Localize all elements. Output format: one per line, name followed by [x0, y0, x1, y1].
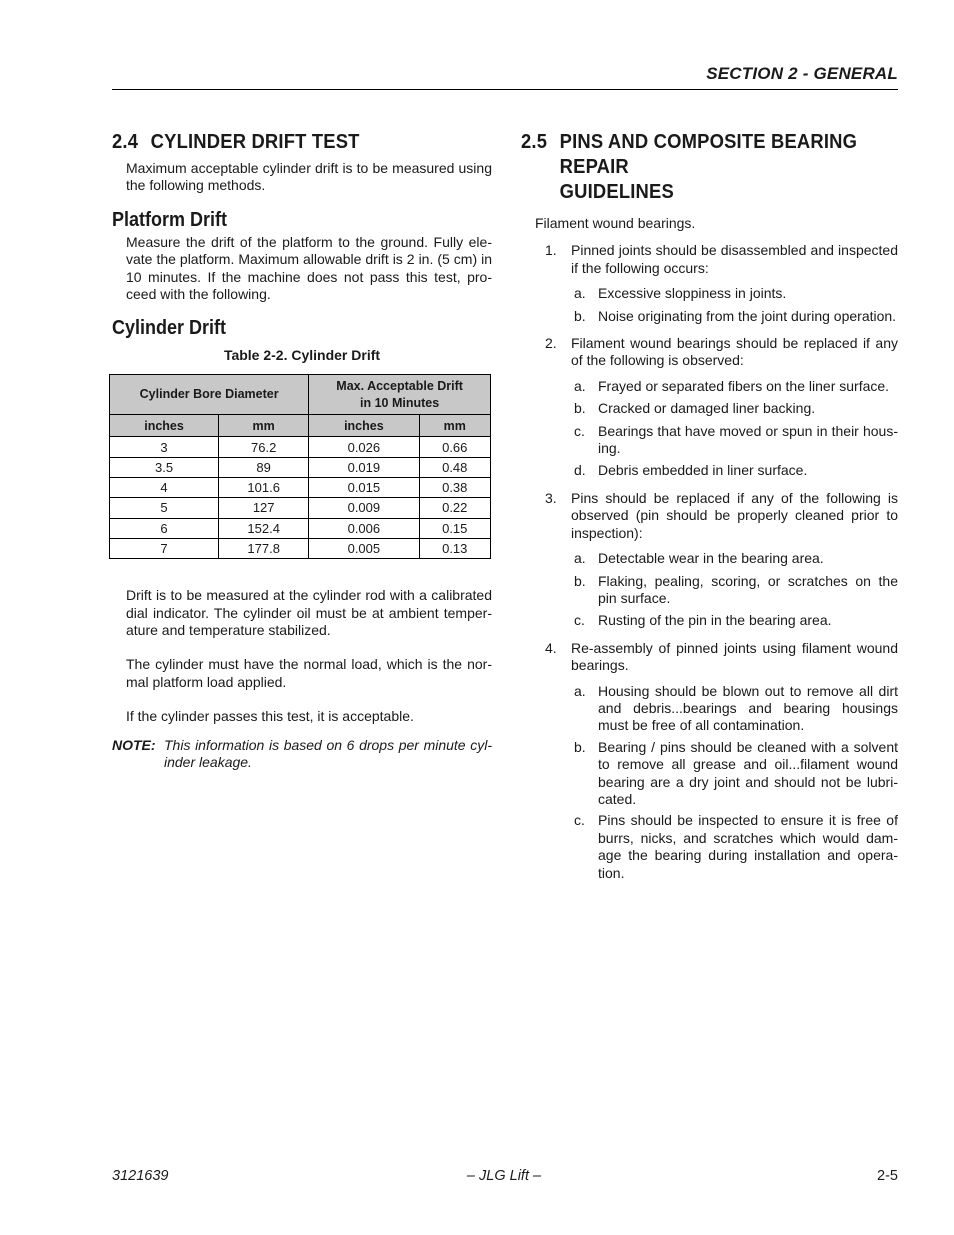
list-text: Re-assembly of pinned joints using filament wound bearings. [571, 639, 898, 674]
sub-list-letter: a. [574, 682, 586, 699]
list-item [521, 640, 898, 675]
table-cell: 0.015 [309, 478, 419, 498]
table-caption: Table 2-2. Cylinder Drift [223, 347, 381, 364]
header-bore-diameter: Cylinder Bore Diameter [110, 375, 309, 415]
cylinder-drift-table [109, 374, 491, 559]
table-cell: 0.13 [419, 538, 491, 558]
sub-list-text: Rusting of the pin in the bearing area. [598, 612, 832, 629]
section-2-4-heading [112, 130, 462, 155]
acceptable-paragraph: If the cylinder passes this test, it is acceptable. [126, 708, 414, 725]
table-cell: 3.5 [110, 457, 219, 477]
sub-list-item [571, 812, 898, 882]
platform-drift-paragraph: Measure the drift of the platform to the ground. Fully ele-vate the platform. Maximum allowable drift is 2 in. (5 cm) in 10 minutes. If the machine does not pass this test, pro-ceed with the following. [126, 233, 492, 303]
list-text: Pinned joints should be disassembled and inspected if the following occurs: [571, 242, 898, 276]
sub-list-letter: a. [574, 285, 586, 302]
sub-list-letter: b. [574, 307, 586, 324]
footer-page-number: 2-5 [877, 1168, 898, 1184]
sub-list-item [571, 378, 898, 395]
sub-list-text: Housing should be blown out to remove all dirt and debris...bearings and bearing housings must be free of all contamination. [598, 682, 898, 734]
table-cell: 127 [219, 498, 309, 518]
sub-list-text: Pins should be inspected to ensure it is free of burrs, nicks, and scratches which would dam-age the bearing during installation and opera-tion. [598, 812, 898, 881]
table-cell: 89 [219, 457, 309, 477]
header-max-drift [309, 375, 491, 415]
drift-measure-paragraph: Drift is to be measured at the cylinder rod with a calibrated dial indicator. The cylinder oil must be at ambient temper-ature and temperature stabilized. [126, 587, 492, 639]
sub-list-item [571, 423, 898, 458]
table-cell: 0.22 [419, 498, 491, 518]
section-title [560, 130, 868, 205]
table-cell: 0.66 [419, 437, 491, 457]
sub-list-item [571, 612, 898, 629]
section-title-line2: GUIDELINES [559, 181, 674, 203]
sub-list-item [571, 462, 898, 479]
sub-list-letter: b. [574, 572, 586, 589]
sub-list-letter: c. [574, 422, 585, 439]
sub-list-text: Cracked or damaged liner backing. [598, 400, 816, 417]
platform-drift-heading: Platform Drift [112, 208, 228, 231]
list-text: Filament wound bearings should be replaced if any of the following is observed: [571, 335, 898, 369]
header-rule [112, 89, 898, 90]
sub-list-letter: c. [574, 812, 585, 829]
table-cell: 101.6 [219, 478, 309, 498]
sub-list-text: Debris embedded in liner surface. [598, 462, 808, 479]
sub-list-letter: d. [574, 462, 586, 479]
table-cell: 0.48 [419, 457, 491, 477]
table-cell: 3 [110, 437, 219, 457]
list-number: 1. [545, 242, 557, 259]
sub-list-item [571, 285, 898, 302]
section-2-5-heading [521, 130, 868, 205]
sub-list-letter: b. [574, 400, 586, 417]
table-cell: 177.8 [219, 538, 309, 558]
sub-list-letter: a. [574, 377, 586, 394]
table-cell: 0.005 [309, 538, 419, 558]
table-cell: 5 [110, 498, 219, 518]
sub-list-item [571, 739, 898, 809]
list-number: 2. [545, 335, 557, 352]
sub-list-item [571, 550, 898, 567]
section-number: 2.4 [112, 131, 139, 153]
sub-list-item [571, 308, 898, 325]
subheader-drift-inches: inches [309, 415, 419, 437]
table-cell: 6 [110, 518, 219, 538]
subheader-bore-mm: mm [219, 415, 309, 437]
section-number: 2.5 [521, 131, 548, 153]
sub-list-item [571, 400, 898, 417]
intro-paragraph: Maximum acceptable cylinder drift is to be measured using the following methods. [126, 160, 492, 194]
table-cell: 0.009 [309, 498, 419, 518]
table-cell: 152.4 [219, 518, 309, 538]
table-row [110, 478, 491, 498]
subheader-drift-mm: mm [419, 415, 491, 437]
sub-list-text: Excessive sloppiness in joints. [598, 285, 787, 302]
header-max-drift-line1: Max. Acceptable Drift [336, 378, 463, 393]
table-row [110, 518, 491, 538]
note-label: NOTE: [112, 736, 156, 753]
left-column [112, 130, 492, 771]
list-number: 3. [545, 489, 557, 506]
table-cell: 7 [110, 538, 219, 558]
cylinder-drift-heading: Cylinder Drift [112, 317, 227, 340]
sub-list-text: Noise originating from the joint during operation. [598, 307, 897, 324]
sub-list-item [571, 683, 898, 735]
footer-doc-number: 3121639 [112, 1168, 169, 1184]
subheader-bore-inches: inches [110, 415, 219, 437]
sub-list-text: Flaking, pealing, scoring, or scratches on the pin surface. [598, 572, 898, 606]
table-row [110, 538, 491, 558]
sub-list-letter: a. [574, 550, 586, 567]
section-header: SECTION 2 - GENERAL [706, 64, 898, 83]
note-text: This information is based on 6 drops per minute cyl-inder leakage. [164, 736, 492, 771]
table-cell: 76.2 [219, 437, 309, 457]
table-cell: 0.38 [419, 478, 491, 498]
list-item [521, 335, 898, 370]
table-row [110, 498, 491, 518]
sub-list-text: Detectable wear in the bearing area. [598, 550, 824, 567]
normal-load-paragraph: The cylinder must have the normal load, which is the nor-mal platform load applied. [126, 656, 492, 690]
sub-list-text: Bearings that have moved or spun in their hous-ing. [598, 422, 898, 457]
list-number: 4. [545, 639, 557, 656]
table-cell: 0.026 [309, 437, 419, 457]
sub-list-item [571, 573, 898, 608]
sub-list-letter: c. [574, 612, 585, 629]
list-text: Pins should be replaced if any of the following is observed (pin should be properly cleaned prior to inspection): [571, 489, 898, 541]
intro-paragraph: Filament wound bearings. [535, 215, 696, 231]
repair-guidelines-list [521, 242, 898, 882]
table-cell: 0.15 [419, 518, 491, 538]
sub-list-letter: b. [574, 738, 586, 755]
table-cell: 4 [110, 478, 219, 498]
table-cell: 0.006 [309, 518, 419, 538]
note [112, 737, 492, 772]
sub-list-text: Bearing / pins should be cleaned with a solvent to remove all grease and oil...filament wound bearing are a dry joint and should not be lubri-cated. [598, 738, 898, 807]
table-row [110, 437, 491, 457]
header-max-drift-line2: in 10 Minutes [360, 395, 440, 410]
list-item [521, 242, 898, 277]
footer-publisher: – JLG Lift – [466, 1168, 542, 1184]
right-column [521, 130, 898, 882]
section-title-line1: PINS AND COMPOSITE BEARING REPAIR [559, 131, 858, 178]
list-item [521, 490, 898, 542]
table-cell: 0.019 [309, 457, 419, 477]
sub-list-text: Frayed or separated fibers on the liner surface. [598, 377, 890, 394]
section-title: CYLINDER DRIFT TEST [150, 131, 360, 153]
table-row [110, 457, 491, 477]
